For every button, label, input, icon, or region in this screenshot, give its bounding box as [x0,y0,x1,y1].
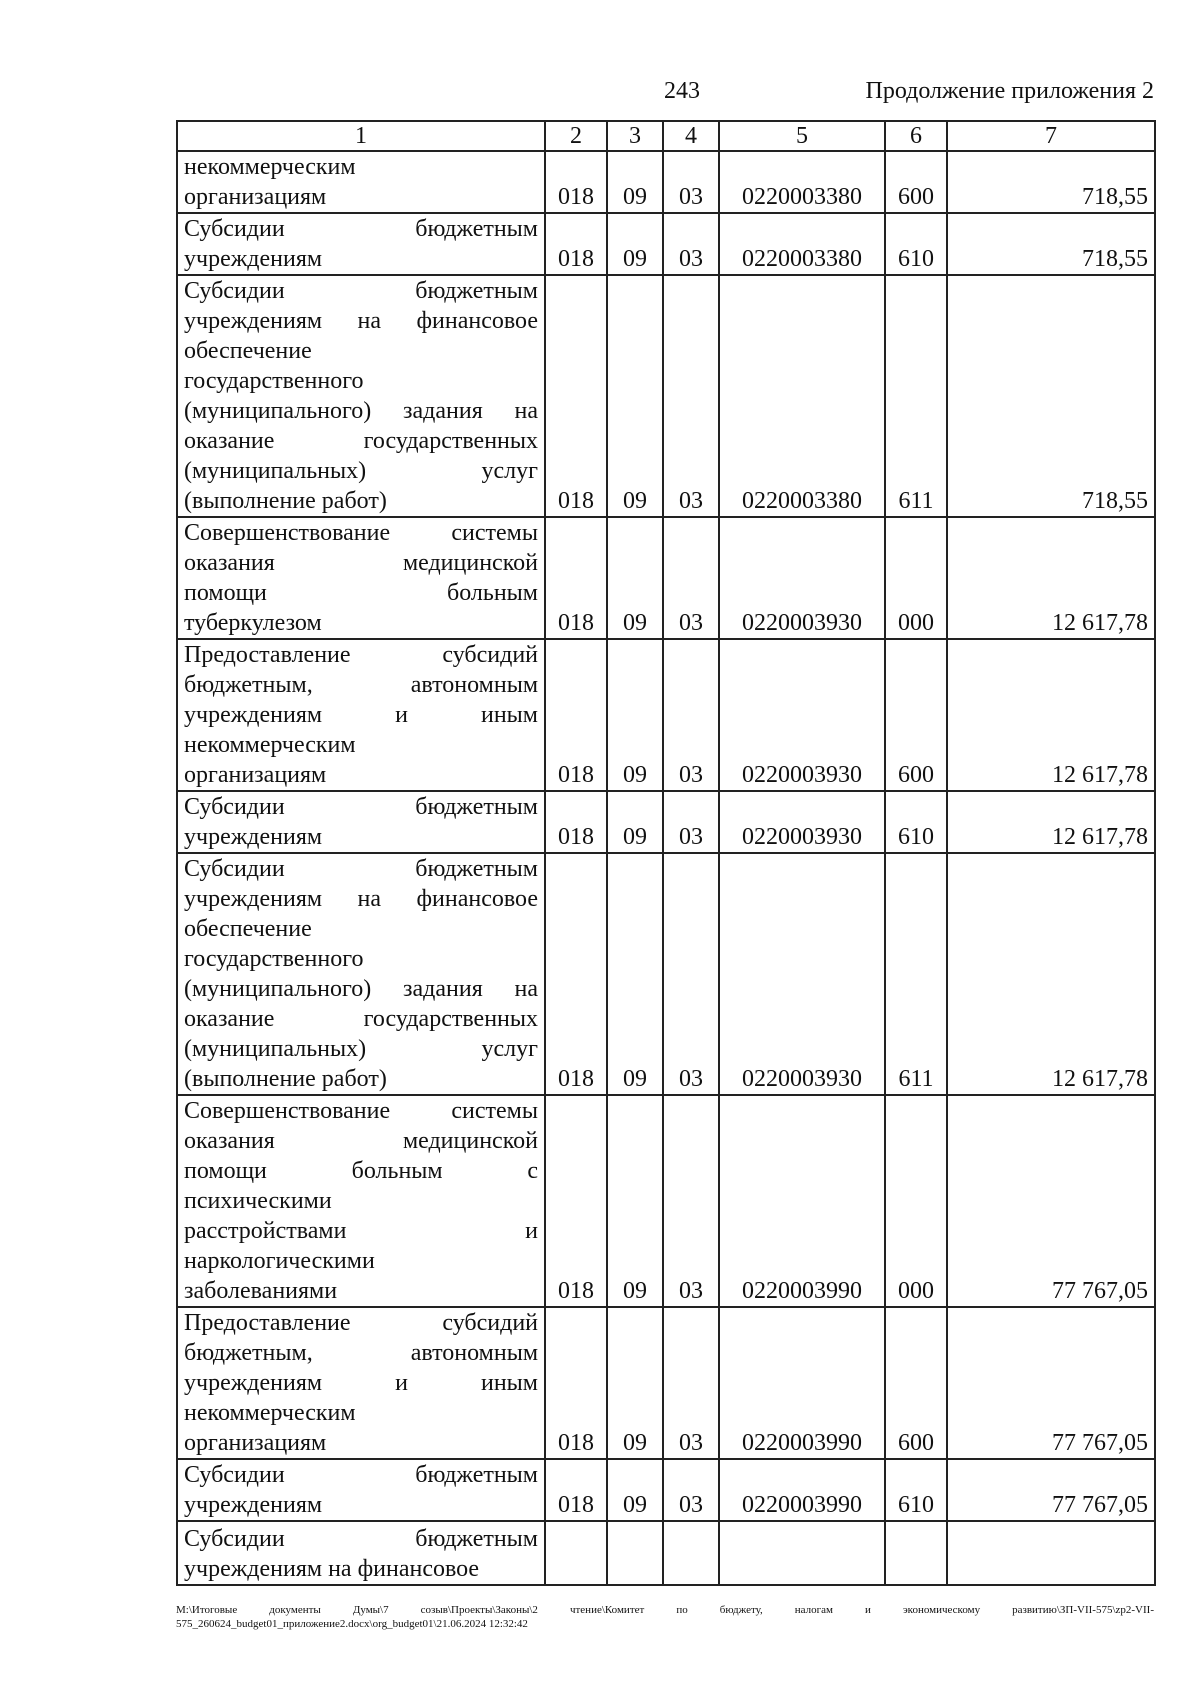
expense-type-code: 610 [885,213,947,275]
description-line: государственного [184,946,364,972]
description-line: туберкулезом [184,610,322,636]
description-line: (выполнение работ) [184,1066,387,1092]
description-line: организациям [184,762,327,788]
table-row [177,275,1155,517]
amount: 77 767,05 [947,1459,1155,1521]
amount: 12 617,78 [947,639,1155,791]
description-line: Субсидии бюджетным [184,278,538,304]
amount: 12 617,78 [947,853,1155,1095]
description-line: учреждениям на финансовое [184,886,538,912]
expense-type-code: 611 [885,275,947,517]
target-article-code: 0220003990 [719,1307,885,1459]
description-line: учреждениям и иным [184,1370,538,1396]
row-description [177,151,545,213]
target-article-code: 0220003930 [719,791,885,853]
expense-type-code: 610 [885,791,947,853]
table-row [177,639,1155,791]
table-header-row [177,121,1155,151]
description-line: (муниципальных) услуг [184,1036,538,1062]
table-row [177,1095,1155,1307]
table-row [177,853,1155,1095]
row-description [177,639,545,791]
section-code: 09 [607,1095,663,1307]
subsection-code: 03 [663,639,719,791]
table-row [177,213,1155,275]
description-line: заболеваниями [184,1278,338,1304]
row-description [177,213,545,275]
subsection-code: 03 [663,517,719,639]
description-line: (выполнение работ) [184,488,387,514]
empty-cell [947,1521,1155,1585]
page-number: 243 [664,78,700,104]
description-line: оказание государственных [184,428,538,454]
description-line: некоммерческим [184,154,356,180]
ministry-code: 018 [545,213,607,275]
description-line: учреждениям на финансовое [184,1556,480,1582]
description-line: психическими [184,1188,332,1214]
table-row [177,1459,1155,1521]
description-line: бюджетным, автономным [184,672,538,698]
description-line: Совершенствование системы [184,520,538,546]
column-header: 6 [885,121,947,151]
table-row [177,791,1155,853]
section-code: 09 [607,791,663,853]
description-line: обеспечение [184,916,312,942]
table-row [177,1307,1155,1459]
description-line: организациям [184,184,327,210]
expense-type-code: 000 [885,517,947,639]
description-line: помощи больным [184,580,538,606]
section-code: 09 [607,1459,663,1521]
expense-type-code: 600 [885,639,947,791]
target-article-code: 0220003990 [719,1095,885,1307]
subsection-code: 03 [663,791,719,853]
column-header: 5 [719,121,885,151]
description-line: оказания медицинской [184,550,538,576]
ministry-code: 018 [545,791,607,853]
table-body [177,151,1155,1585]
amount: 718,55 [947,213,1155,275]
description-line: оказание государственных [184,1006,538,1032]
section-code: 09 [607,213,663,275]
description-line: (муниципального) задания на [184,398,538,424]
expense-type-code: 610 [885,1459,947,1521]
ministry-code: 018 [545,639,607,791]
description-line: бюджетным, автономным [184,1340,538,1366]
row-description [177,853,545,1095]
empty-cell [663,1521,719,1585]
subsection-code: 03 [663,853,719,1095]
target-article-code: 0220003990 [719,1459,885,1521]
empty-cell [719,1521,885,1585]
description-line: некоммерческим [184,1400,356,1426]
description-line: учреждениям на финансовое [184,308,538,334]
amount: 77 767,05 [947,1095,1155,1307]
description-line: Субсидии бюджетным [184,1462,538,1488]
subsection-code: 03 [663,1307,719,1459]
ministry-code: 018 [545,1307,607,1459]
description-line: помощи больным с [184,1158,538,1184]
section-code: 09 [607,517,663,639]
ministry-code: 018 [545,275,607,517]
ministry-code: 018 [545,151,607,213]
subsection-code: 03 [663,1095,719,1307]
description-line: Субсидии бюджетным [184,1526,538,1552]
description-line: учреждениям [184,246,323,272]
column-header: 1 [177,121,545,151]
column-header: 3 [607,121,663,151]
subsection-code: 03 [663,1459,719,1521]
description-line: организациям [184,1430,327,1456]
ministry-code: 018 [545,1459,607,1521]
row-description [177,1459,545,1521]
empty-cell [607,1521,663,1585]
expense-type-code: 600 [885,1307,947,1459]
description-line: государственного [184,368,364,394]
ministry-code: 018 [545,853,607,1095]
table-row [177,151,1155,213]
amount: 12 617,78 [947,791,1155,853]
description-line: учреждениям [184,824,323,850]
section-code: 09 [607,275,663,517]
subsection-code: 03 [663,213,719,275]
section-code: 09 [607,853,663,1095]
description-line: (муниципальных) услуг [184,458,538,484]
row-description [177,275,545,517]
expense-type-code: 600 [885,151,947,213]
description-line: обеспечение [184,338,312,364]
row-description [177,517,545,639]
column-header: 7 [947,121,1155,151]
column-header: 4 [663,121,719,151]
description-line: Предоставление субсидий [184,642,538,668]
target-article-code: 0220003930 [719,517,885,639]
ministry-code: 018 [545,517,607,639]
target-article-code: 0220003930 [719,853,885,1095]
subsection-code: 03 [663,275,719,517]
continuation-label: Продолжение приложения 2 [865,78,1154,104]
section-code: 09 [607,639,663,791]
column-header: 2 [545,121,607,151]
description-line: Предоставление субсидий [184,1310,538,1336]
amount: 718,55 [947,275,1155,517]
description-line: расстройствами и [184,1218,538,1244]
description-line: учреждениям и иным [184,702,538,728]
amount: 718,55 [947,151,1155,213]
description-line: учреждениям [184,1492,323,1518]
row-description [177,791,545,853]
row-description [177,1307,545,1459]
empty-cell [885,1521,947,1585]
description-line: Совершенствование системы [184,1098,538,1124]
amount: 77 767,05 [947,1307,1155,1459]
document-path-footer: М:\Итоговые документы Думы\7 созыв\Проекты\Законы\2 чтение\Комитет по бюджету, налогам и экономическому развитию\ЗП-VII-575\zp2-VII-575_260624_budget01_приложение2.docx\org_budget01\21.06.2024 12:32:42 [176,1604,1154,1630]
empty-cell [545,1521,607,1585]
target-article-code: 0220003930 [719,639,885,791]
description-line: Субсидии бюджетным [184,794,538,820]
amount: 12 617,78 [947,517,1155,639]
section-code: 09 [607,151,663,213]
ministry-code: 018 [545,1095,607,1307]
row-description [177,1095,545,1307]
description-line: оказания медицинской [184,1128,538,1154]
description-line: Субсидии бюджетным [184,856,538,882]
target-article-code: 0220003380 [719,151,885,213]
description-line: Субсидии бюджетным [184,216,538,242]
section-code: 09 [607,1307,663,1459]
subsection-code: 03 [663,151,719,213]
budget-table [176,120,1156,1586]
row-description [177,1521,545,1585]
expense-type-code: 611 [885,853,947,1095]
expense-type-code: 000 [885,1095,947,1307]
description-line: (муниципального) задания на [184,976,538,1002]
description-line: некоммерческим [184,732,356,758]
target-article-code: 0220003380 [719,213,885,275]
table-row [177,517,1155,639]
description-line: наркологическими [184,1248,375,1274]
target-article-code: 0220003380 [719,275,885,517]
table-row [177,1521,1155,1585]
